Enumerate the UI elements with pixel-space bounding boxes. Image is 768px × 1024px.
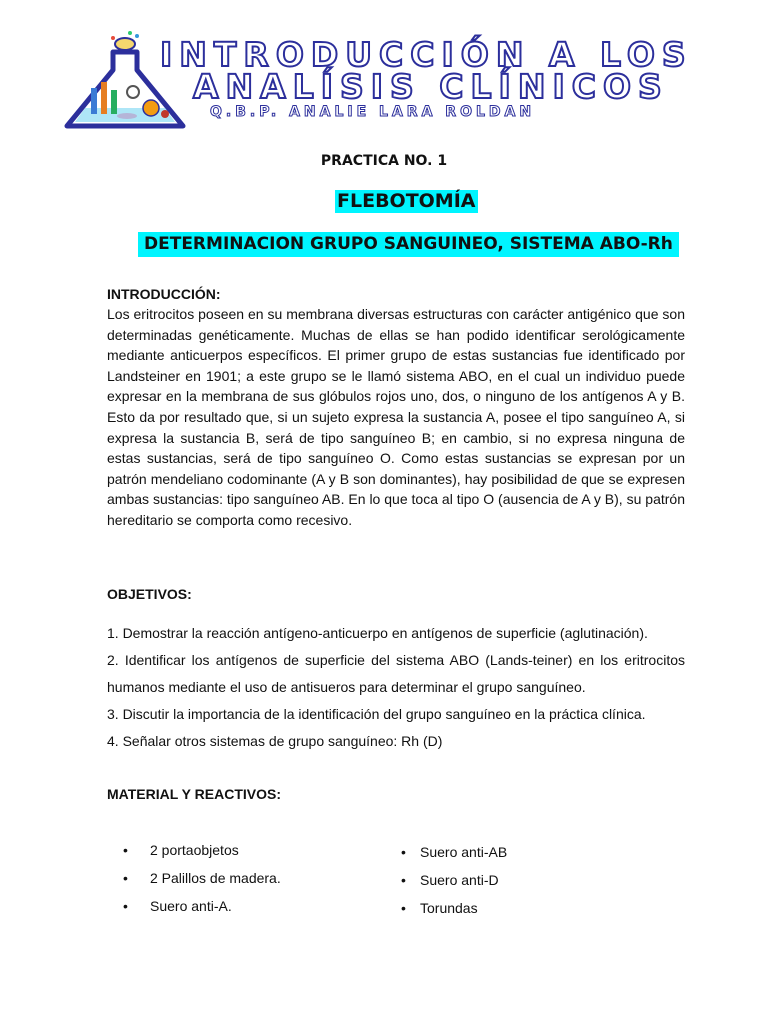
bullet-icon: • <box>401 844 406 860</box>
author-name: Q.B.P. ANALIE LARA ROLDAN <box>210 104 536 120</box>
introduccion-heading: INTRODUCCIÓN: <box>107 286 221 302</box>
introduccion-paragraph: Los eritrocitos poseen en su membrana diversas estructuras con carácter antigénico que son determinadas genéticamente. Muchas de ellas se han podido identificar serológicamente mediante anticuerpos específicos. El primer grupo de estas sustancias fue identificado por Landsteiner en 1901; a este grupo se le llamó sistema ABO, en el cual un individuo puede expresar en la membrana de sus glóbulos rojos uno, dos, o ninguno de los antígenos A y B. Esto da por resultado que, si un sujeto expresa la sustancia A, posee el tipo sanguíneo A, si expresa la sustancia B, será de tipo sanguíneo B; en cambio, si no expresa ninguna de estas sustancias, será de tipo sanguíneo O. Como estas sustancias se expresan por un patrón mendeliano codominante (A y B son dominantes), hay posibilidad de que se expresen ambas sustancias: tipo sanguíneo AB. En lo que toca al tipo O (ausencia de A y B), su patrón hereditario se comporta como recesivo. <box>107 306 685 528</box>
material-item: Suero anti-A. <box>150 898 232 914</box>
list-item <box>401 872 507 900</box>
material-list-left <box>123 842 281 926</box>
practice-number: PRACTICA NO. 1 <box>320 153 448 169</box>
bullet-icon: • <box>401 900 406 916</box>
objetivo-item: 2. Identificar los antígenos de superficie del sistema ABO (Lands-teiner) en los eritrocitos humanos mediante el uso de antisueros para determinar el grupo sanguíneo. <box>107 652 685 695</box>
material-list-right <box>401 844 508 928</box>
objetivos-heading: OBJETIVOS: <box>107 586 192 602</box>
document-header <box>0 0 768 140</box>
flebotomia-title: FLEBOTOMÍA <box>337 190 476 212</box>
list-item <box>123 898 281 926</box>
material-item: 2 portaobjetos <box>150 842 239 858</box>
material-heading: MATERIAL Y REACTIVOS: <box>107 786 281 802</box>
bullet-icon: • <box>123 898 128 914</box>
material-item: Torundas <box>420 900 478 916</box>
bullet-icon: • <box>123 870 128 886</box>
material-item: 2 Palillos de madera. <box>150 870 281 886</box>
list-item <box>401 900 507 928</box>
list-item <box>123 842 281 870</box>
title-line-2: ANALÍSIS CLÍNICOS <box>193 67 669 106</box>
objetivo-item: 1. Demostrar la reacción antígeno-anticuerpo en antígenos de superficie (aglutinación). <box>107 625 648 641</box>
objetivos-list <box>107 620 685 755</box>
material-item: Suero anti-D <box>420 872 499 888</box>
list-item <box>123 870 281 898</box>
objetivo-item: 4. Señalar otros sistemas de grupo sanguíneo: Rh (D) <box>107 733 443 749</box>
objetivo-item: 3. Discutir la importancia de la identificación del grupo sanguíneo en la práctica clínica. <box>107 706 646 722</box>
bullet-icon: • <box>401 872 406 888</box>
material-item: Suero anti-AB <box>420 844 508 860</box>
bullet-icon: • <box>123 842 128 858</box>
determinacion-title: DETERMINACION GRUPO SANGUINEO, SISTEMA ABO-Rh <box>138 232 679 257</box>
title-line-1: INTRODUCCIÓN A LOS <box>160 35 693 74</box>
list-item <box>401 844 508 872</box>
